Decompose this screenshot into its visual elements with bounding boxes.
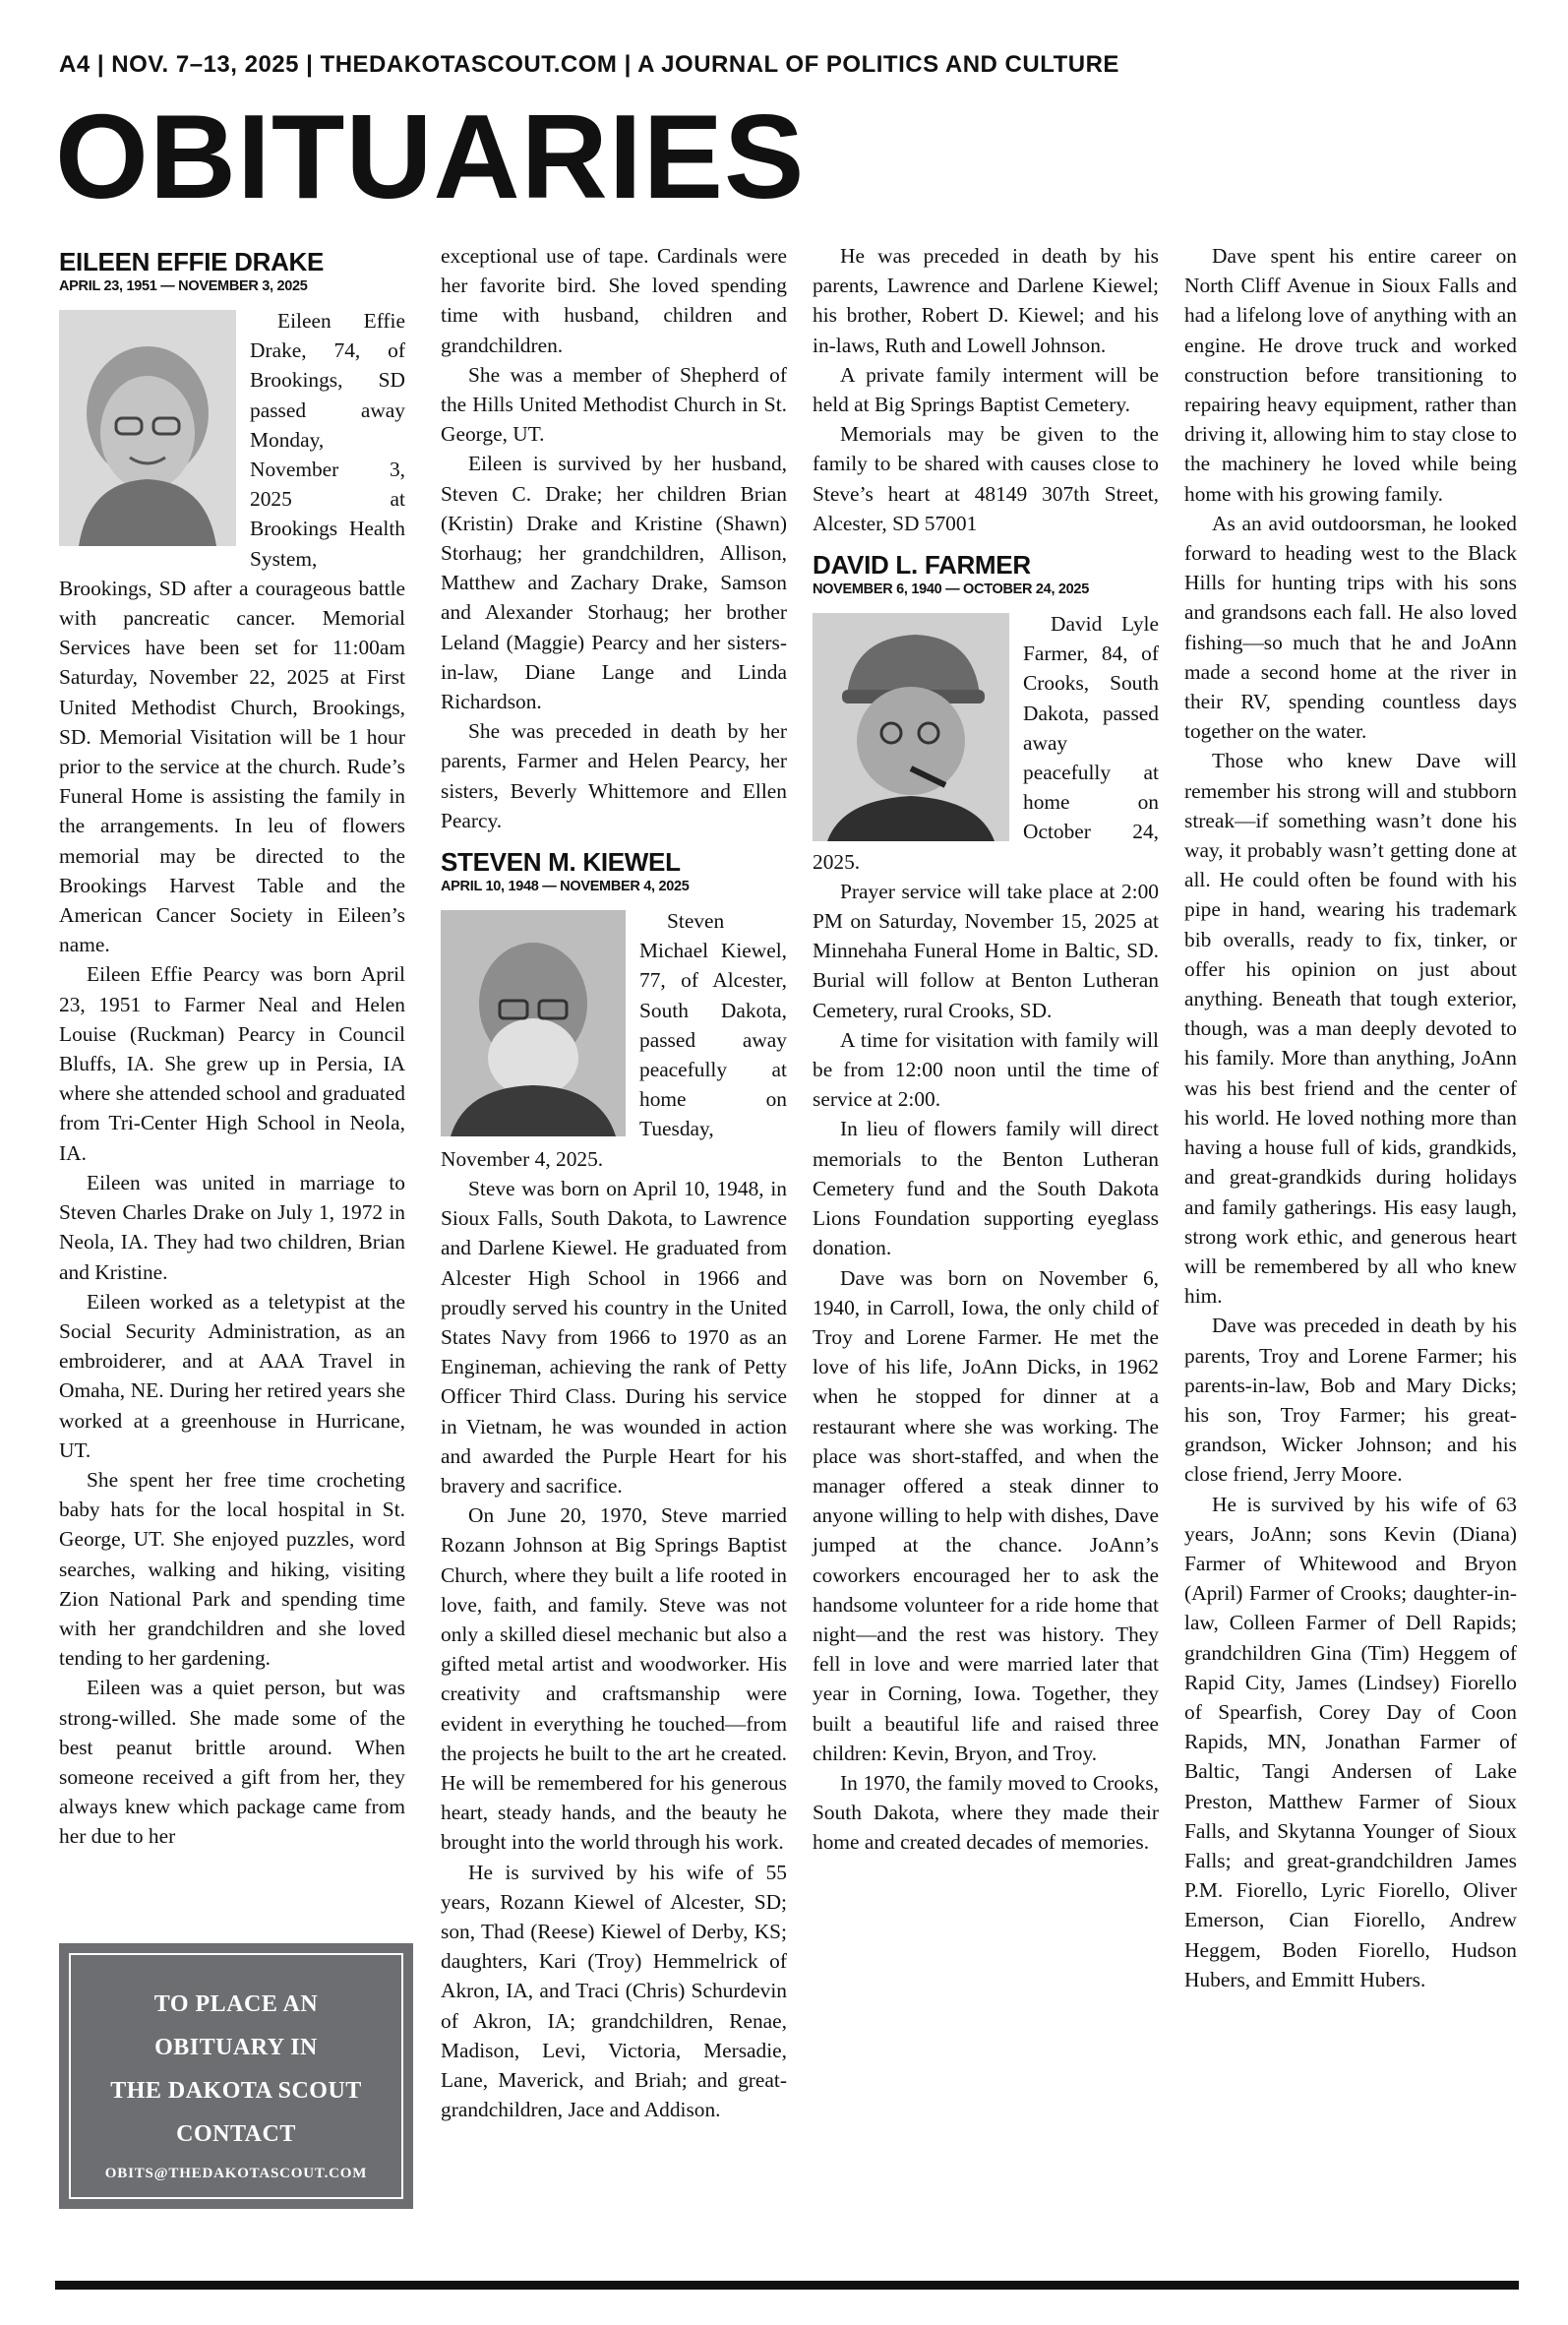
obit-paragraph: On June 20, 1970, Steve married Rozann Johnson at Big Springs Baptist Church, where they built a life rooted in love, faith, and family. Steve was not only a skilled diesel mechanic but also a gifted metal artist and woodworker. His creativity and craftsmanship were evident in everything he touched—from the projects he built to the art he created. He will be remembered for his generous heart, steady hands, and the beauty he brought into the world through his work. [441,1503,787,1855]
contact-email-link[interactable]: OBITS@THEDAKOTASCOUT.COM [104,2166,368,2181]
obit-paragraph: David Lyle Farmer, 84, of Crooks, South Dakota, passed away peacefully at home on October 24, 2025. [813,612,1159,874]
obit-paragraph: He was preceded in death by his parents, Lawrence and Darlene Kiewel; his brother, Robert D. Kiewel; and his in-laws, Ruth and Lowell Johnson. [813,244,1159,357]
obit-paragraph-continued: exceptional use of tape. Cardinals were her favorite bird. She loved spending time with husband, children and grandchildren. [441,244,787,357]
obit-paragraph: Steven Michael Kiewel, 77, of Alcester, South Dakota, passed away peacefully at home on Tuesday, November 4, 2025. [441,909,787,1171]
column-1 [59,241,405,1852]
cta-line: OBITUARY IN [154,2035,318,2060]
obit-paragraph: Dave was preceded in death by his parents, Troy and Lorene Farmer; his parents-in-law, Bob and Mary Dicks; his son, Troy Farmer; his great-grandson, Wicker Johnson; and his close friend, Jerry Moore. [1184,1314,1517,1487]
column-3 [813,241,1159,1858]
obit-paragraph: A private family interment will be held at Big Springs Baptist Cemetery. [813,362,1159,417]
obit-paragraph: Dave was born on November 6, 1940, in Carroll, Iowa, the only child of Troy and Lorene Farmer. He met the love of his life, JoAnn Dicks, in 1962 when he stopped for dinner at a restaurant where she was working. The place was short-staffed, and when the manager offered a steak dinner to anyone willing to help with dishes, Dave jumped at the chance. JoAnn’s coworkers encouraged her to ask the handsome volunteer for a ride home that night—and the rest was history. They fell in love and were married later that year in Corning, Iowa. Together, they built a beautiful life and raised three children: Kevin, Bryon, and Troy. [813,1265,1159,1765]
obit-paragraph: Memorials may be given to the family to be shared with causes close to Steve’s heart at 48149 307th Street, Alcester, SD 57001 [813,422,1159,535]
obit-paragraph: Eileen was a quiet person, but was strong-willed. She made some of the best peanut brittle around. When someone received a gift from her, they always knew which package came from her due to her [59,1676,405,1849]
obit-paragraph: Steve was born on April 10, 1948, in Sioux Falls, South Dakota, to Lawrence and Darlene Kiewel. He graduated from Alcester High School in 1966 and proudly served his country in the United States Navy from 1966 to 1970 as an Engineman, achieving the rank of Petty Officer Third Class. During his service in Vietnam, he was wounded in action and awarded the Purple Heart for his bravery and sacrifice. [441,1176,787,1498]
obit-name: EILEEN EFFIE DRAKE [59,247,325,276]
obit-paragraph: Prayer service will take place at 2:00 PM on Saturday, November 15, 2025 at Minnehaha Funeral Home in Baltic, SD. Burial will follow at Benton Lutheran Cemetery, rural Crooks, SD. [813,879,1159,1022]
obit-paragraph: He is survived by his wife of 55 years, Rozann Kiewel of Alcester, SD; son, Thad (Reese) Kiewel of Derby, KS; daughters, Kari (Troy) Hemmelrick of Akron, IA, and Traci (Chris) Schurdevin of Akron, IA; grandchildren, Renae, Madison, Levi, Victoria, Mersadie, Lane, Maverick, and Briah; and great-grandchildren, Jace and Addison. [441,1860,787,2122]
obit-paragraph: As an avid outdoorsman, he looked forward to heading west to the Black Hills for hunting trips with his sons and grandsons each fall. He also loved fishing—so much that he and JoAnn made a second home at the river in their RV, spending countless days together on the water. [1184,511,1517,744]
obit-paragraph: Eileen is survived by her husband, Steven C. Drake; her children Brian (Kristin) Drake and Kristine (Shawn) Storhaug; her grandchildren, Allison, Matthew and Zachary Drake, Samson and Alexander Storhaug; her brother Leland (Maggie) Pearcy and her sisters-in-law, Diane Lange and Linda Richardson. [441,452,787,714]
obit-paragraph: A time for visitation with family will be from 12:00 noon until the time of service at 2:00. [813,1027,1159,1112]
obit-paragraph: Eileen worked as a teletypist at the Social Security Administration, as an embroiderer, and at AAA Travel in Omaha, NE. During her retired years she worked at a greenhouse in Hurricane, UT. [59,1289,405,1462]
portrait-photo [441,910,626,1136]
portrait-photo [59,310,236,546]
column-4 [1184,241,1517,1994]
obituary-contact-box [59,1943,413,2209]
obit-paragraph: Eileen Effie Pearcy was born April 23, 1951 to Farmer Neal and Helen Louise (Ruckman) Pearcy in Council Bluffs, IA. She grew up in Persia, IA where she attended school and graduated from Tri-Center High School in Neola, IA. [59,962,405,1165]
obit-dates: APRIL 23, 1951 — NOVEMBER 3, 2025 [59,278,308,294]
obit-paragraph: He is survived by his wife of 63 years, JoAnn; sons Kevin (Diana) Farmer of Whitewood and Bryon (April) Farmer of Crooks; daughter-in-law, Colleen Farmer of Dell Rapids; grandchildren Gina (Tim) Heggem of Rapid City, James (Lindsey) Fiorello of Spearfish, Corey Day of Coon Rapids, MN, Jonathan Farmer of Baltic, Tangi Andersen of Lake Preston, Matthew Farmer of Sioux Falls, and Skytanna Younger of Sioux Falls; and great-grandchildren James P.M. Fiorello, Lyric Fiorello, Oliver Emerson, Cian Fiorello, Andrew Heggem, Boden Fiorello, Hudson Hubers, and Emmitt Hubers. [1184,1492,1517,1991]
obit-paragraph: Dave spent his entire career on North Cliff Avenue in Sioux Falls and had a lifelong love of anything with an engine. He drove truck and worked construction before transitioning to repairing heavy equipment, rather than driving it, allowing him to stay close to the machinery he loved while being home with his growing family. [1184,244,1517,506]
obit-dates: NOVEMBER 6, 1940 — OCTOBER 24, 2025 [813,581,1089,598]
obit-paragraph: In lieu of flowers family will direct memorials to the Benton Lutheran Cemetery fund and the South Dakota Lions Foundation supporting eyeglass donation. [813,1117,1159,1260]
masthead: A4 | NOV. 7–13, 2025 | THEDAKOTASCOUT.COM | A JOURNAL OF POLITICS AND CULTURE [59,51,1119,78]
portrait-photo [813,613,1009,841]
obit-paragraph: Eileen was united in marriage to Steven Charles Drake on July 1, 1972 in Neola, IA. They had two children, Brian and Kristine. [59,1170,405,1284]
obituary-contact-frame [69,1953,403,2199]
obit-paragraph: Those who knew Dave will remember his strong will and stubborn streak—if something wasn’t done his way, it probably wasn’t getting done at all. He could often be found with his pipe in hand, wearing his trademark bib overalls, ready to fix, tinker, or offer his opinion on just about anything. Beneath that tough exterior, though, was a man deeply devoted to his family. More than anything, JoAnn was his best friend and the center of his world. He loved nothing more than having a house full of kids, grandkids, and great-grandkids during holidays and family gatherings. His easy laugh, strong work ethic, and generous heart will be remembered by all who knew him. [1184,749,1517,1309]
obit-paragraph: She spent her free time crocheting baby hats for the local hospital in St. George, UT. She enjoyed puzzles, word searches, walking and hiking, visiting Zion National Park and spending time with her grandchildren and she loved tending to her gardening. [59,1467,405,1671]
obit-dates: APRIL 10, 1948 — NOVEMBER 4, 2025 [441,879,690,895]
footer-rule [55,2281,1519,2290]
obit-paragraph: She was preceded in death by her parents, Farmer and Helen Pearcy, her sisters, Beverly Whittemore and Ellen Pearcy. [441,719,787,832]
column-2 [441,241,787,2124]
obit-name: STEVEN M. KIEWEL [441,847,681,878]
cta-line: THE DAKOTA SCOUT [110,2078,362,2104]
obit-name: DAVID L. FARMER [813,550,1031,581]
cta-line: TO PLACE AN [153,1991,319,2017]
section-title: OBITUARIES [55,90,806,223]
obit-paragraph: She was a member of Shepherd of the Hills United Methodist Church in St. George, UT. [441,362,787,447]
obit-paragraph: Eileen Effie Drake, 74, of Brookings, SD passed away Monday, November 3, 2025 at Brookings Health System, Brookings, SD after a courageous battle with pancreatic cancer. Memorial Services have been set for 11:00am Saturday, November 22, 2025 at First United Methodist Church, Brookings, SD. Memorial Visitation will be 1 hour prior to the service at the church. Rude’s Funeral Home is assisting the family in the arrangements. In leu of flowers memorial may be directed to the Brookings Harvest Table and the American Cancer Society in Eileen’s name. [59,309,405,957]
obit-paragraph: In 1970, the family moved to Crooks, South Dakota, where they made their home and created decades of memories. [813,1770,1159,1855]
cta-line: CONTACT [176,2121,296,2147]
